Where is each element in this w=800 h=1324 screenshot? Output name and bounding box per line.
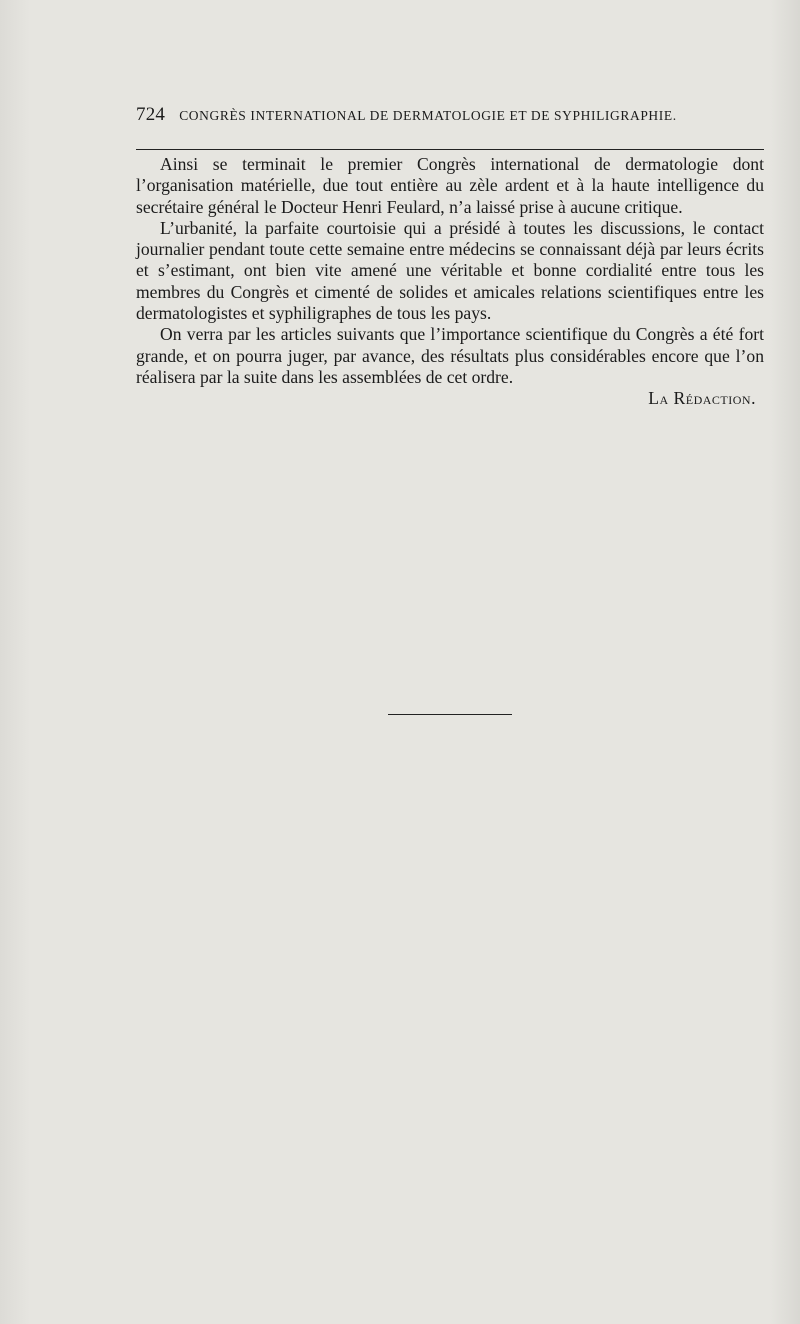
page-number: 724: [136, 104, 166, 125]
article-body: [136, 154, 764, 410]
paragraph-2: L’urbanité, la parfaite courtoisie qui a présidé à toutes les discussions, le contact journalier pendant toute cette semaine entre médecins se connaissant déjà par leurs écrits et s’estimant, ont bien vite amené une véritable et bonne cordialité entre tous les membres du Congrès et cimenté de solides et amicales relations scientifiques entre les dermatologistes et syphiligraphes de tous les pays.: [136, 217, 764, 324]
header-rule: [136, 149, 764, 150]
paragraph-3: On verra par les articles suivants que l’importance scientifique du Congrès a été fort grande, et on pourra juger, par avance, des résultats plus considérables encore que l’on réalisera par la suite dans les assemblées de cet ordre.: [136, 324, 764, 387]
end-rule: [388, 714, 512, 715]
signature: La Rédaction.: [648, 388, 756, 409]
running-title: CONGRÈS INTERNATIONAL DE DERMATOLOGIE ET DE SYPHILIGRAPHIE.: [179, 108, 677, 123]
paragraph-1: Ainsi se terminait le premier Congrès international de dermatologie dont l’organisation matérielle, due tout entière au zèle ardent et à la haute intelligence du secrétaire général le Docteur Henri Feulard, n’a laissé prise à aucune critique.: [136, 154, 764, 217]
running-header: [136, 104, 758, 134]
